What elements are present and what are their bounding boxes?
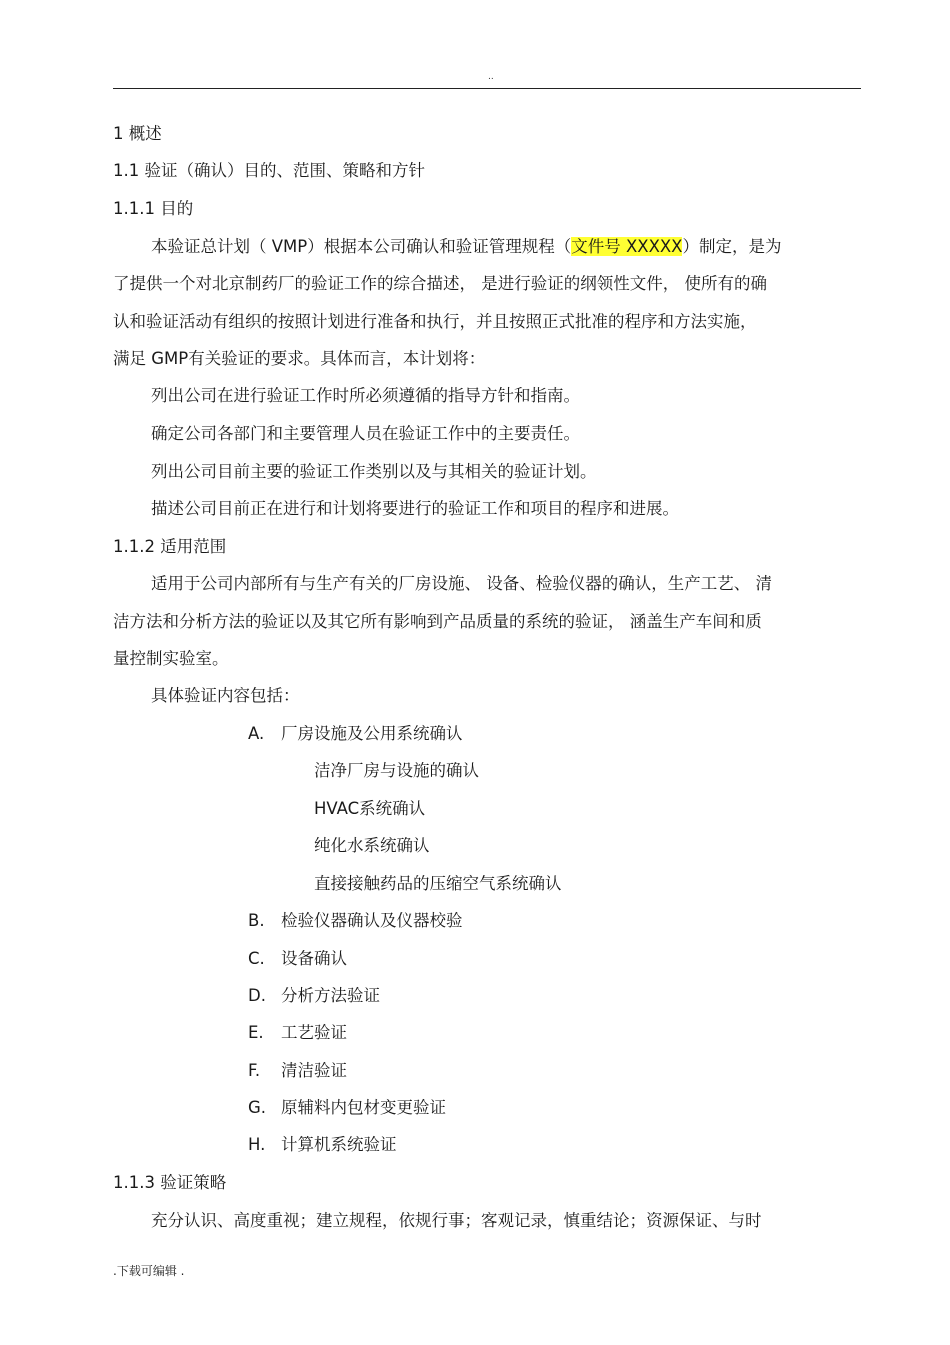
scope-line-2: 洁方法和分析方法的验证以及其它所有影响到产品质量的系统的验证， 涵盖生产车间和质: [113, 612, 762, 631]
list-letter: E.: [248, 1023, 264, 1042]
purpose-line-1-end: ）制定，是为: [682, 237, 782, 256]
purpose-item: 确定公司各部门和主要管理人员在验证工作中的主要责任。: [151, 424, 580, 443]
list-letter: H.: [248, 1135, 266, 1154]
doc-number-highlight: 文件号 XXXXX: [571, 237, 683, 256]
list-item-text: 厂房设施及公用系统确认: [281, 724, 463, 743]
list-item-text: 检验仪器确认及仪器校验: [281, 911, 463, 930]
scope-line-1: 适用于公司内部所有与生产有关的厂房设施、 设备、检验仪器的确认，生产工艺、 清: [151, 574, 772, 593]
sublist-item: HVAC系统确认: [314, 799, 426, 818]
header-mark: ..: [488, 72, 494, 82]
purpose-item: 列出公司在进行验证工作时所必须遵循的指导方针和指南。: [151, 386, 580, 405]
header-rule: [113, 88, 861, 89]
purpose-line-2: 了提供一个对北京制药厂的验证工作的综合描述， 是进行验证的纲领性文件， 使所有的确: [113, 274, 767, 293]
list-letter: F.: [248, 1061, 261, 1080]
heading-1-1-3: 1.1.3 验证策略: [113, 1173, 227, 1192]
sublist-item: 洁净厂房与设施的确认: [314, 761, 479, 780]
list-letter: C.: [248, 949, 265, 968]
heading-1-1: 1.1 验证（确认）目的、范围、策略和方针: [113, 161, 425, 180]
sublist-item: 纯化水系统确认: [314, 836, 430, 855]
purpose-line-3: 认和验证活动有组织的按照计划进行准备和执行，并且按照正式批准的程序和方法实施，: [113, 312, 757, 331]
list-letter: B.: [248, 911, 265, 930]
list-item-text: 工艺验证: [281, 1023, 347, 1042]
list-item-text: 设备确认: [281, 949, 347, 968]
list-item-text: 计算机系统验证: [281, 1135, 397, 1154]
sublist-item: 直接接触药品的压缩空气系统确认: [314, 874, 562, 893]
strategy-line-1: 充分认识、高度重视；建立规程，依规行事；客观记录，慎重结论；资源保证、与时: [151, 1211, 762, 1230]
list-letter: D.: [248, 986, 266, 1005]
list-item-text: 原辅料内包材变更验证: [281, 1098, 446, 1117]
scope-intro: 具体验证内容包括：: [151, 686, 300, 705]
heading-1: 1 概述: [113, 124, 162, 143]
heading-1-1-1: 1.1.1 目的: [113, 199, 194, 218]
heading-1-1-2: 1.1.2 适用范围: [113, 537, 227, 556]
purpose-item: 描述公司目前正在进行和计划将要进行的验证工作和项目的程序和进展。: [151, 499, 679, 518]
scope-line-3: 量控制实验室。: [113, 649, 229, 668]
purpose-line-1: [151, 236, 781, 258]
purpose-item: 列出公司目前主要的验证工作类别以及与其相关的验证计划。: [151, 462, 597, 481]
list-letter: G.: [248, 1098, 267, 1117]
list-item-text: 分析方法验证: [281, 986, 380, 1005]
list-item-text: 清洁验证: [281, 1061, 347, 1080]
purpose-line-4: 满足 GMP有关验证的要求。具体而言，本计划将：: [113, 349, 486, 368]
purpose-line-1-start: 本验证总计划（ VMP）根据本公司确认和验证管理规程（: [151, 237, 572, 256]
footer-text: .下载可编辑 .: [113, 1264, 185, 1278]
list-letter: A.: [248, 724, 265, 743]
